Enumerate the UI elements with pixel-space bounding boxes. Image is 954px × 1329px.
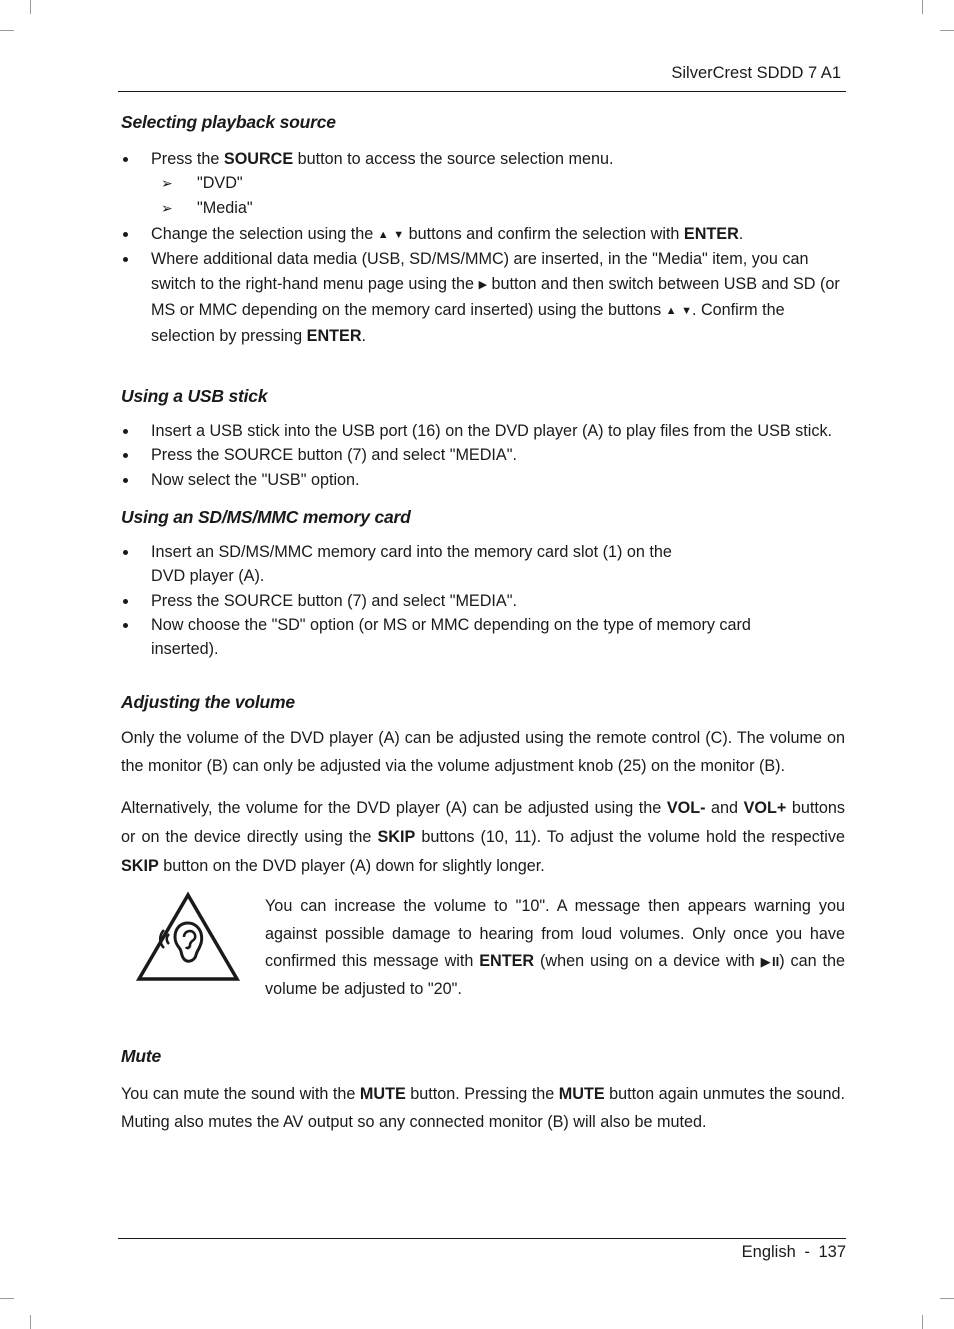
bold-text: VOL- [666,799,706,817]
up-arrow-icon: ▲ [665,305,677,317]
page-header-title: SilverCrest SDDD 7 A1 [671,64,841,82]
heading-usb-stick: Using a USB stick [121,386,268,406]
text: "DVD" [197,174,243,192]
crop-mark [30,1315,31,1329]
list-item [121,222,845,247]
bold-text: ENTER [306,327,362,345]
bold-text: ENTER [683,225,739,243]
text: button and then switch between USB and SD (or MS or MMC depending on the memory card inserted) using the buttons [151,275,840,319]
list-item [121,419,845,443]
text: Insert a USB stick into the USB port (16) on the DVD player (A) to play files from the USB stick. [151,422,833,440]
bullet-icon [123,478,128,483]
list-item [121,147,845,220]
text: button. Pressing the [405,1085,559,1103]
card-list [121,540,845,661]
play-pause-icon: ▶II [760,954,780,969]
volume-warning-paragraph [265,893,845,1003]
bullet-icon [123,453,128,458]
heading-mute: Mute [121,1046,162,1066]
bullet-icon [123,550,128,555]
text: . [738,225,744,243]
sub-list-item [161,171,845,195]
text: . Confirm the selection by pressing [151,301,785,345]
crop-mark [922,1315,923,1329]
crop-mark [922,0,923,14]
bullet-icon [123,599,128,604]
bullet-icon [123,429,128,434]
list-item [121,247,845,349]
bold-text: VOL+ [743,799,787,817]
bold-text: SKIP [121,857,159,875]
down-arrow-icon: ▼ [681,305,692,317]
arrow-bullet-icon: ➢ [161,200,173,216]
list-item [121,613,845,661]
playback-list [121,147,845,349]
text: ) can the volume be adjusted to "20". [265,952,845,998]
text: DVD player (A). [151,567,265,585]
list-item [121,443,845,467]
text: button again unmutes the sound. Muting also mutes the AV output so any connected monitor (B) will also be muted. [121,1085,846,1131]
crop-mark [940,30,954,31]
crop-mark [940,1298,954,1299]
text: Only the volume of the DVD player (A) can be adjusted using the remote control (C). The volume on the monitor (B) can only be adjusted via the volume adjustment knob (25) on the monitor (B). [121,729,845,775]
text: Now select the "USB" option. [151,471,360,489]
bold-text: SOURCE [223,150,294,168]
bullet-icon [123,257,128,262]
bullet-icon [123,623,128,628]
footer-rule [118,1238,846,1239]
text: Insert an SD/MS/MMC memory card into the memory card slot (1) on the [151,543,672,561]
volume-paragraph-1 [121,724,845,780]
text: buttons (10, 11). To adjust the volume hold the respective [415,828,845,846]
footer-separator: - [804,1243,810,1261]
text: and [705,799,744,817]
heading-volume: Adjusting the volume [121,692,295,712]
crop-mark [0,30,14,31]
list-item [121,468,845,492]
text: Press the SOURCE button (7) and select "MEDIA". [151,592,517,610]
text: buttons or on the device directly using the [121,799,845,846]
page-footer [742,1243,846,1262]
bold-text: MUTE [359,1085,406,1103]
volume-paragraph-2 [121,794,845,881]
right-arrow-icon: ▶ [478,279,488,291]
bullet-icon [123,232,128,237]
text: button on the DVD player (A) down for slightly longer. [158,857,545,875]
crop-mark [30,0,31,14]
text: Where additional data media (USB, SD/MS/MMC) are inserted, in the "Media" item, you can switch to the right-hand menu page using the [151,250,809,293]
text: You can mute the sound with the [121,1085,360,1103]
hearing-damage-warning-icon [135,891,241,983]
text: You can increase the volume to "10". A message then appears warning you against possible damage to hearing from loud volumes. Only once you have confirmed this message with [265,897,845,970]
page-number: 137 [818,1243,846,1261]
text: button to access the source selection menu. [293,150,614,168]
footer-language: English [741,1243,796,1261]
text: "Media" [197,199,253,217]
text: Alternatively, the volume for the DVD player (A) can be adjusted using the [121,799,667,817]
arrow-bullet-icon: ➢ [161,175,173,191]
sub-list-item [161,196,845,220]
crop-mark [0,1298,14,1299]
list-item [121,589,845,613]
down-arrow-icon: ▼ [393,229,405,241]
text: (when using on a device with [534,952,761,970]
bold-text: SKIP [377,828,416,846]
header-rule [118,91,846,92]
up-arrow-icon: ▲ [377,229,389,241]
list-item [121,540,845,588]
text: Now choose the "SD" option (or MS or MMC depending on the type of memory card inserted). [151,616,751,658]
mute-paragraph [121,1080,845,1136]
usb-list [121,419,845,492]
bold-text: MUTE [558,1085,605,1103]
text: buttons and confirm the selection with [404,225,684,243]
text: . [361,327,367,345]
text: Change the selection using the [151,225,378,243]
text: Press the SOURCE button (7) and select "MEDIA". [151,446,517,464]
bullet-icon [123,157,128,162]
heading-playback-source: Selecting playback source [121,112,336,132]
bold-text: ENTER [479,952,535,970]
sub-list [151,171,845,220]
text: Press the [151,150,224,168]
heading-memory-card: Using an SD/MS/MMC memory card [121,507,411,527]
